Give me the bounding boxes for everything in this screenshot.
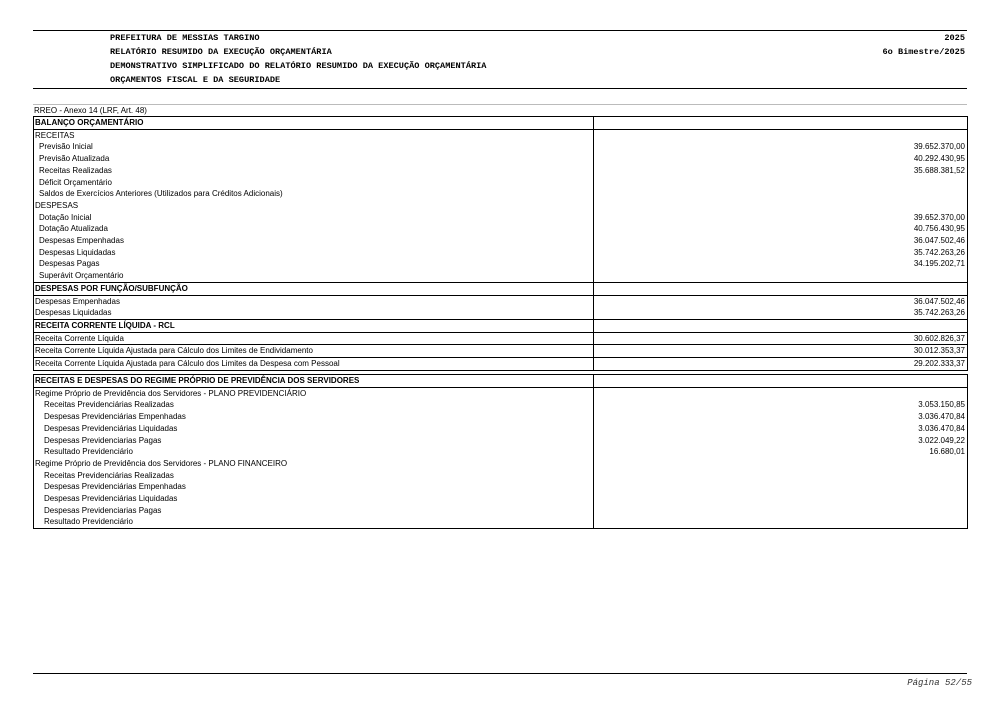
table-row: [34, 188, 968, 200]
row-label: Despesas Empenhadas: [34, 295, 594, 307]
row-value: [594, 470, 968, 482]
table-row: [34, 258, 968, 270]
footer-rule: [33, 673, 967, 674]
table-row: [34, 435, 968, 447]
row-value: 35.742.263,26: [594, 247, 968, 259]
row-label: RECEITA CORRENTE LÍQUIDA - RCL: [34, 319, 594, 332]
table-row: [34, 307, 968, 319]
row-value: 3.036.470,84: [594, 411, 968, 423]
header-thin-rule: [33, 104, 967, 105]
row-value: [594, 458, 968, 470]
budgets-title: ORÇAMENTOS FISCAL E DA SEGURIDADE: [110, 75, 281, 85]
row-value: [594, 319, 968, 332]
table-row: [34, 270, 968, 282]
row-value: 40.292.430,95: [594, 153, 968, 165]
budget-summary-table: [33, 116, 968, 371]
row-label: Déficit Orçamentário: [34, 177, 594, 189]
row-value: 35.742.263,26: [594, 307, 968, 319]
row-value: [594, 177, 968, 189]
row-value: 30.602.826,37: [594, 332, 968, 345]
row-value: 3.022.049,22: [594, 435, 968, 447]
header-bottom-rule: [33, 88, 967, 89]
row-label: Despesas Previdenciárias Liquidadas: [34, 423, 594, 435]
section-header-row: [34, 282, 968, 295]
row-value: [594, 481, 968, 493]
section-header-row: [34, 375, 968, 388]
table-row: [34, 177, 968, 189]
table-row: [34, 247, 968, 259]
row-label: Receitas Previdenciárias Realizadas: [34, 399, 594, 411]
table-row: [34, 481, 968, 493]
table-row: [34, 141, 968, 153]
row-value: 34.195.202,71: [594, 258, 968, 270]
row-label: Dotação Inicial: [34, 212, 594, 224]
row-value: 39.652.370,00: [594, 212, 968, 224]
row-value: [594, 200, 968, 212]
entity-name: PREFEITURA DE MESSIAS TARGINO: [110, 33, 260, 43]
row-value: 29.202.333,37: [594, 358, 968, 371]
row-value: [594, 516, 968, 528]
table-row: [34, 399, 968, 411]
row-label: Receitas Realizadas: [34, 165, 594, 177]
report-title: RELATÓRIO RESUMIDO DA EXECUÇÃO ORÇAMENTÁRIA: [110, 47, 332, 57]
table-row: [34, 345, 968, 358]
table-row: [34, 235, 968, 247]
row-value: 16.680,01: [594, 446, 968, 458]
row-label: Despesas Previdenciarias Pagas: [34, 505, 594, 517]
table-row: [34, 458, 968, 470]
table-row: [34, 505, 968, 517]
table-row: [34, 493, 968, 505]
table-row: [34, 411, 968, 423]
report-period: 6o Bimestre/2025: [882, 47, 965, 57]
row-label: Despesas Previdenciarias Pagas: [34, 435, 594, 447]
table-row: [34, 470, 968, 482]
row-label: Resultado Previdenciário: [34, 446, 594, 458]
row-value: 39.652.370,00: [594, 141, 968, 153]
table-row: [34, 295, 968, 307]
table-row: [34, 516, 968, 528]
row-value: [594, 387, 968, 399]
table-row: [34, 129, 968, 141]
page-number: Página 52/55: [907, 678, 972, 688]
row-label: Receita Corrente Líquida Ajustada para Cálculo dos Limites de Endividamento: [34, 345, 594, 358]
row-value: 40.756.430,95: [594, 223, 968, 235]
row-value: [594, 493, 968, 505]
row-label: Receita Corrente Líquida Ajustada para Cálculo dos Limites da Despesa com Pessoal: [34, 358, 594, 371]
row-value: [594, 270, 968, 282]
annex-label: RREO - Anexo 14 (LRF, Art. 48): [34, 106, 147, 115]
row-label: Despesas Empenhadas: [34, 235, 594, 247]
table-row: [34, 165, 968, 177]
row-label: Regime Próprio de Previdência dos Servidores - PLANO FINANCEIRO: [34, 458, 594, 470]
row-label: BALANÇO ORÇAMENTÁRIO: [34, 117, 594, 130]
row-label: Despesas Liquidadas: [34, 307, 594, 319]
row-label: DESPESAS POR FUNÇÃO/SUBFUNÇÃO: [34, 282, 594, 295]
table-row: [34, 223, 968, 235]
row-label: RECEITAS E DESPESAS DO REGIME PRÓPRIO DE PREVIDÊNCIA DOS SERVIDORES: [34, 375, 594, 388]
row-value: 36.047.502,46: [594, 235, 968, 247]
row-label: Resultado Previdenciário: [34, 516, 594, 528]
header-top-rule: [33, 30, 967, 31]
row-value: [594, 117, 968, 130]
row-label: Saldos de Exercícios Anteriores (Utilizados para Créditos Adicionais): [34, 188, 594, 200]
table-row: [34, 212, 968, 224]
section-header-row: [34, 117, 968, 130]
report-year: 2025: [944, 33, 965, 43]
row-value: [594, 129, 968, 141]
row-value: 3.053.150,85: [594, 399, 968, 411]
table-row: [34, 358, 968, 371]
table-row: [34, 387, 968, 399]
row-label: Receitas Previdenciárias Realizadas: [34, 470, 594, 482]
row-label: Despesas Pagas: [34, 258, 594, 270]
row-label: RECEITAS: [34, 129, 594, 141]
table-row: [34, 200, 968, 212]
row-value: 30.012.353,37: [594, 345, 968, 358]
statement-title: DEMONSTRATIVO SIMPLIFICADO DO RELATÓRIO RESUMIDO DA EXECUÇÃO ORÇAMENTÁRIA: [110, 61, 487, 71]
row-label: Despesas Previdenciárias Empenhadas: [34, 411, 594, 423]
row-label: Receita Corrente Líquida: [34, 332, 594, 345]
row-value: [594, 505, 968, 517]
row-label: Dotação Atualizada: [34, 223, 594, 235]
row-label: Superávit Orçamentário: [34, 270, 594, 282]
row-label: Regime Próprio de Previdência dos Servidores - PLANO PREVIDENCIÁRIO: [34, 387, 594, 399]
table-row: [34, 446, 968, 458]
table-row: [34, 423, 968, 435]
row-label: Previsão Atualizada: [34, 153, 594, 165]
row-label: Despesas Previdenciárias Liquidadas: [34, 493, 594, 505]
row-value: 36.047.502,46: [594, 295, 968, 307]
row-value: [594, 375, 968, 388]
row-value: 3.036.470,84: [594, 423, 968, 435]
row-label: Despesas Liquidadas: [34, 247, 594, 259]
section-header-row: [34, 319, 968, 332]
row-label: DESPESAS: [34, 200, 594, 212]
row-value: 35.688.381,52: [594, 165, 968, 177]
table-row: [34, 332, 968, 345]
row-label: Previsão Inicial: [34, 141, 594, 153]
row-value: [594, 188, 968, 200]
table-row: [34, 153, 968, 165]
row-value: [594, 282, 968, 295]
row-label: Despesas Previdenciárias Empenhadas: [34, 481, 594, 493]
pension-regime-table: [33, 374, 968, 529]
